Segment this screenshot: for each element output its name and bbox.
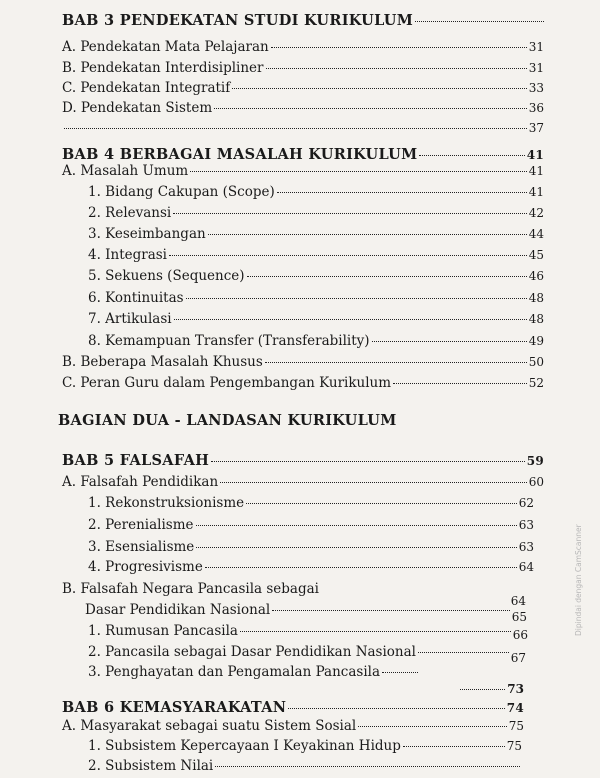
toc-page: 75 <box>508 719 524 733</box>
toc-label: C. Pendekatan Integratif <box>62 80 231 96</box>
toc-entry <box>88 643 526 665</box>
toc-label: 2. Pancasila sebagai Dasar Pendidikan Nasional <box>88 644 416 660</box>
toc-leader <box>64 128 527 129</box>
toc-label: 2. Perenialisme <box>88 517 194 533</box>
toc-leader <box>271 47 527 48</box>
toc-leader <box>272 610 510 611</box>
toc-page: 49 <box>528 334 544 348</box>
toc-page: 59 <box>526 454 544 468</box>
toc-label: B. Falsafah Negara Pancasila sebagai <box>62 581 319 597</box>
toc-label: 2. Relevansi <box>88 205 172 221</box>
toc-entry <box>62 119 544 137</box>
toc-leader <box>220 482 527 483</box>
toc-leader <box>215 766 520 767</box>
toc-leader <box>418 652 509 653</box>
toc-page: 63 <box>518 540 534 554</box>
toc-label: 1. Rumusan Pancasila <box>88 623 238 639</box>
toc-entry <box>62 162 544 180</box>
toc-label: 1. Bidang Cakupan (Scope) <box>88 184 275 200</box>
toc-page: 41 <box>528 185 544 199</box>
toc-label: 1. Subsistem Kepercayaan I Keyakinan Hidup <box>88 738 401 754</box>
toc-page: 33 <box>528 81 544 95</box>
toc-leader <box>393 383 527 384</box>
toc-leader <box>358 726 506 727</box>
toc-label: A. Masalah Umum <box>62 163 189 179</box>
toc-leader <box>265 362 527 363</box>
toc-label: C. Peran Guru dalam Pengembangan Kurikulum <box>62 375 392 391</box>
toc-label: 4. Progresivisme <box>88 559 203 575</box>
toc-page: 67 <box>510 651 526 665</box>
toc-entry <box>458 680 524 698</box>
toc-leader <box>211 461 525 462</box>
toc-leader <box>196 547 516 548</box>
toc-entry <box>62 580 526 608</box>
toc-page: 48 <box>528 312 544 326</box>
toc-entry <box>62 99 544 117</box>
toc-label: Dasar Pendidikan Nasional <box>85 602 271 618</box>
toc-label: B. Beberapa Masalah Khusus <box>62 354 263 370</box>
toc-label: 8. Kemampuan Transfer (Transferability) <box>88 333 370 349</box>
toc-entry <box>88 289 544 307</box>
toc-label: A. Masyarakat sebagai suatu Sistem Sosial <box>62 718 357 734</box>
toc-page: 48 <box>528 291 544 305</box>
toc-label: BAB 5 FALSAFAH <box>62 452 210 469</box>
toc-chapter-3 <box>62 12 546 30</box>
toc-page: 75 <box>506 739 522 753</box>
toc-label: 6. Kontinuitas <box>88 290 184 306</box>
toc-leader <box>419 155 524 156</box>
toc-label: A. Pendekatan Mata Pelajaran <box>62 39 269 55</box>
toc-page: 46 <box>528 269 544 283</box>
toc-chapter-6 <box>62 699 524 717</box>
toc-entry <box>88 246 544 264</box>
toc-page: 52 <box>528 376 544 390</box>
toc-page: 41 <box>528 164 544 178</box>
toc-label: B. Pendekatan Interdisipliner <box>62 60 264 76</box>
toc-page: 65 <box>511 610 527 624</box>
toc-leader <box>266 68 527 69</box>
toc-entry <box>88 558 534 576</box>
toc-page: 41 <box>526 148 544 162</box>
toc-entry <box>88 663 420 681</box>
toc-page: 31 <box>528 40 544 54</box>
toc-entry <box>88 737 522 755</box>
toc-label: 3. Esensialisme <box>88 539 195 555</box>
toc-entry <box>88 622 528 640</box>
toc-leader <box>232 88 526 89</box>
toc-entry <box>62 79 544 97</box>
toc-leader <box>205 567 517 568</box>
toc-page: 64 <box>510 594 526 608</box>
toc-page: 44 <box>528 227 544 241</box>
toc-page: 66 <box>512 628 528 642</box>
toc-leader <box>174 319 527 320</box>
toc-leader <box>190 171 527 172</box>
toc-entry <box>88 204 544 222</box>
toc-leader <box>277 192 527 193</box>
toc-label: A. Falsafah Pendidikan <box>62 474 219 490</box>
toc-leader <box>415 21 544 22</box>
toc-entry <box>62 374 544 392</box>
toc-page: 45 <box>528 248 544 262</box>
toc-page: 36 <box>528 101 544 115</box>
toc-leader <box>186 298 527 299</box>
toc-leader <box>382 672 418 673</box>
toc-leader <box>247 276 527 277</box>
toc-label: BAB 4 BERBAGAI MASALAH KURIKULUM <box>62 146 418 163</box>
toc-page: 60 <box>528 475 544 489</box>
toc-page: 31 <box>528 61 544 75</box>
toc-entry <box>62 717 524 735</box>
toc-page: 62 <box>518 496 534 510</box>
toc-page: 73 <box>507 682 524 696</box>
toc-entry <box>88 225 544 243</box>
toc-entry <box>88 494 534 512</box>
toc-leader <box>196 525 517 526</box>
toc-page: 50 <box>528 355 544 369</box>
scanner-watermark: Dipindai dengan CamScanner <box>574 524 583 636</box>
toc-label: BAB 3 PENDEKATAN STUDI KURIKULUM <box>62 12 414 29</box>
toc-page: 37 <box>528 121 544 135</box>
toc-entry <box>88 332 544 350</box>
toc-label: 5. Sekuens (Sequence) <box>88 268 245 284</box>
toc-entry <box>88 310 544 328</box>
toc-leader <box>208 234 527 235</box>
toc-label: 3. Penghayatan dan Pengamalan Pancasila <box>88 664 381 680</box>
toc-label: 1. Rekonstruksionisme <box>88 495 245 511</box>
toc-entry <box>88 183 544 201</box>
toc-label: BAB 6 KEMASYARAKATAN <box>62 699 287 716</box>
toc-label: 3. Keseimbangan <box>88 226 206 242</box>
toc-entry <box>62 59 544 77</box>
toc-entry <box>88 538 534 556</box>
toc-entry <box>62 38 544 56</box>
toc-page: 64 <box>518 560 534 574</box>
toc-page: 42 <box>528 206 544 220</box>
toc-leader <box>288 708 504 709</box>
toc-entry <box>88 516 534 534</box>
toc-page: 74 <box>506 701 524 715</box>
toc-leader <box>372 341 527 342</box>
toc-leader <box>460 689 505 690</box>
toc-entry <box>85 601 527 624</box>
toc-leader <box>169 255 527 256</box>
toc-leader <box>240 631 511 632</box>
toc-entry <box>88 757 522 775</box>
toc-leader <box>214 108 527 109</box>
toc-label: D. Pendekatan Sistem <box>62 100 213 116</box>
toc-entry <box>88 267 544 285</box>
toc-chapter-5 <box>62 452 544 470</box>
toc-leader <box>403 746 505 747</box>
toc-leader <box>246 503 517 504</box>
toc-entry <box>62 353 544 371</box>
toc-label: 2. Subsistem Nilai <box>88 758 214 774</box>
toc-label: 7. Artikulasi <box>88 311 172 327</box>
toc-page: 63 <box>518 518 534 532</box>
toc-entry <box>62 473 544 491</box>
toc-label: 4. Integrasi <box>88 247 168 263</box>
toc-leader <box>173 213 526 214</box>
part-heading: BAGIAN DUA - LANDASAN KURIKULUM <box>58 412 397 429</box>
